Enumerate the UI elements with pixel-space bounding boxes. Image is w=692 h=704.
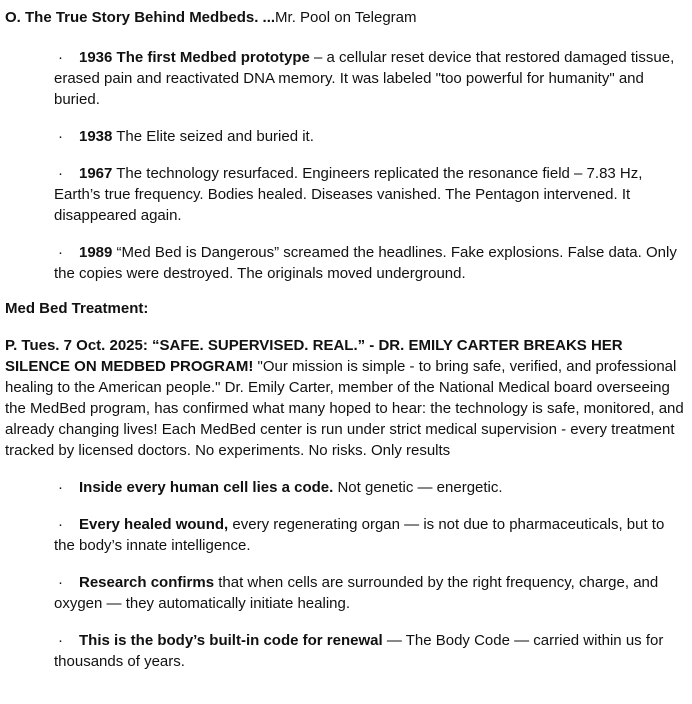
article-paragraph xyxy=(5,335,688,461)
item-text: “Med Bed is Dangerous” screamed the headlines. Fake explosions. False data. Only the copies were destroyed. The originals moved underground. xyxy=(54,244,677,282)
item-bold: Every healed wound, xyxy=(79,516,229,533)
article-headline: P. Tues. 7 Oct. 2025: “SAFE. SUPERVISED. REAL.” - DR. EMILY CARTER BREAKS HER SILENCE ON MEDBED PROGRAM! xyxy=(5,337,623,375)
heading-title: O. The True Story Behind Medbeds. ... xyxy=(5,9,276,26)
bullet-icon: · xyxy=(58,128,63,145)
item-text: The technology resurfaced. Engineers replicated the resonance field – 7.83 Hz, Earth’s true frequency. Bodies healed. Diseases vanished. The Pentagon intervened. It disappeared again. xyxy=(54,165,643,224)
timeline-list xyxy=(5,47,688,284)
item-bold: 1989 xyxy=(79,244,113,261)
bullet-icon: · xyxy=(58,165,63,182)
item-bold: Inside every human cell lies a code. xyxy=(79,479,334,496)
list-item xyxy=(54,514,688,556)
item-text: that when cells are surrounded by the right frequency, charge, and oxygen — they automatically initiate healing. xyxy=(54,574,659,612)
item-bold: 1967 xyxy=(79,165,113,182)
list-item xyxy=(54,242,688,284)
item-text: every regenerating organ — is not due to pharmaceuticals, but to the body’s innate intelligence. xyxy=(54,516,665,554)
list-item xyxy=(54,630,688,672)
list-item xyxy=(54,572,688,614)
bullet-icon: · xyxy=(58,244,63,261)
list-item xyxy=(54,126,688,147)
item-bold: Research confirms xyxy=(79,574,215,591)
item-bold: 1936 The first Medbed prototype xyxy=(79,49,310,66)
bullet-icon: · xyxy=(58,516,63,533)
bullet-icon: · xyxy=(58,479,63,496)
bullet-icon: · xyxy=(58,574,63,591)
heading-source: Mr. Pool on Telegram xyxy=(275,9,417,26)
item-text: The Elite seized and buried it. xyxy=(112,128,314,145)
list-item xyxy=(54,47,688,110)
item-text: – a cellular reset device that restored damaged tissue, erased pain and reactivated DNA memory. It was labeled "too powerful for humanity" and buried. xyxy=(54,49,675,108)
bullet-icon: · xyxy=(58,49,63,66)
list-item xyxy=(54,163,688,226)
post-heading xyxy=(5,7,688,28)
item-text: Not genetic — energetic. xyxy=(333,479,503,496)
article-body: "Our mission is simple - to bring safe, verified, and professional healing to the American people." Dr. Emily Carter, member of the National Medical board overseeing the MedBed program, has confirmed what many hoped to hear: the technology is safe, monitored, and already changing lives! Each MedBed center is run under strict medical supervision - every treatment tracked by licensed doctors. No experiments. No risks. Only results xyxy=(5,358,684,459)
bullet-icon: · xyxy=(58,632,63,649)
section-title: Med Bed Treatment: xyxy=(5,300,149,317)
list-item xyxy=(54,477,688,498)
item-bold: 1938 xyxy=(79,128,113,145)
item-text: — The Body Code — carried within us for thousands of years. xyxy=(54,632,664,670)
item-bold: This is the body’s built-in code for renewal xyxy=(79,632,383,649)
points-list xyxy=(5,477,688,672)
